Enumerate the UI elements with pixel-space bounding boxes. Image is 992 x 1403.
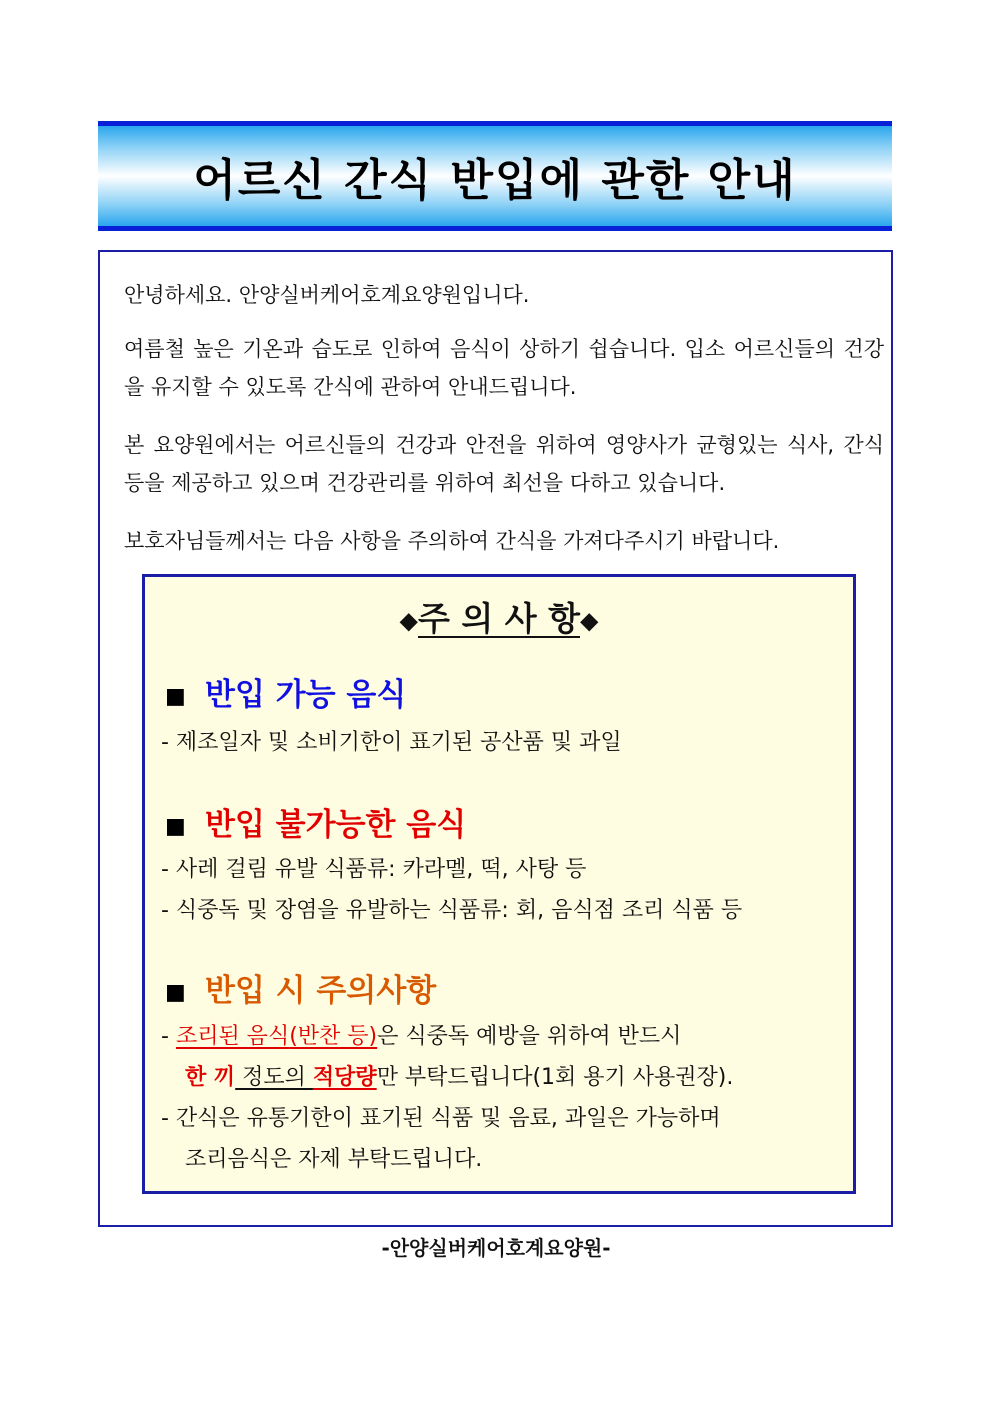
- square-bullet-icon: ■: [165, 980, 186, 1005]
- caution-heading: [165, 965, 436, 1010]
- caution-line-2-mid: 정도의: [235, 1065, 313, 1090]
- square-bullet-icon: ■: [165, 814, 186, 839]
- square-bullet-icon: ■: [165, 684, 186, 709]
- cooked-food-emphasis: 조리된 음식: [175, 1024, 290, 1049]
- allowed-heading: [165, 669, 406, 714]
- content-frame: [98, 250, 893, 1227]
- forbidden-item: - 식중독 및 장염을 유발하는 식품류: 회, 음식점 조리 식품 등: [161, 898, 743, 923]
- notice-title-label: 주 의 사 항: [418, 599, 580, 638]
- notice-box: [142, 574, 856, 1194]
- caution-line-4: 조리음식은 자제 부탁드립니다.: [185, 1147, 483, 1172]
- request-paragraph: 보호자님들께서는 다음 사항을 주의하여 간식을 가져다주시기 바랍니다.: [124, 529, 780, 553]
- one-meal-emphasis: 한 끼: [185, 1065, 236, 1090]
- footer-signature: -안양실버케어호계요양원-: [381, 1236, 611, 1260]
- caution-line-1: [161, 1017, 681, 1057]
- care-paragraph: 본 요양원에서는 어르신들의 건강과 안전을 위하여 영양사가 균형있는 식사, 간식 등을 제공하고 있으며 건강관리를 위하여 최선을 다하고 있습니다.: [124, 433, 884, 495]
- forbidden-heading-text: 반입 불가능한 음식: [205, 807, 467, 843]
- forbidden-item: - 사레 걸림 유발 식품류: 카라멜, 떡, 사탕 등: [161, 857, 587, 882]
- caution-line-1-rest: 은 식중독 예방을 위하여 반드시: [377, 1024, 682, 1049]
- caution-heading-text: 반입 시 주의사항: [205, 973, 437, 1009]
- caution-line-2-rest: 만 부탁드립니다(1회 용기 사용권장).: [376, 1065, 734, 1090]
- allowed-heading-text: 반입 가능 음식: [205, 677, 407, 713]
- greeting-paragraph: 안녕하세요. 안양실버케어호계요양원입니다.: [124, 283, 530, 307]
- diamond-right-icon: ◆: [579, 606, 599, 635]
- proper-amount-emphasis: 적당량: [312, 1065, 377, 1090]
- caution-line-2: [161, 1058, 733, 1098]
- notice-title: [145, 593, 853, 640]
- side-dish-emphasis: (반찬 등): [289, 1024, 378, 1049]
- season-paragraph: 여름철 높은 기온과 습도로 인하여 음식이 상하기 쉽습니다. 입소 어르신들의 건강을 유지할 수 있도록 간식에 관하여 안내드립니다.: [124, 337, 884, 399]
- forbidden-heading: [165, 799, 466, 844]
- title-banner: [98, 121, 892, 231]
- caution-line-3: - 간식은 유통기한이 표기된 식품 및 음료, 과일은 가능하며: [161, 1106, 721, 1131]
- allowed-item: - 제조일자 및 소비기한이 표기된 공산품 및 과일: [161, 730, 622, 755]
- dash: -: [161, 1024, 176, 1049]
- diamond-left-icon: ◆: [399, 606, 418, 635]
- page-title: 어르신 간식 반입에 관한 안내: [193, 155, 797, 206]
